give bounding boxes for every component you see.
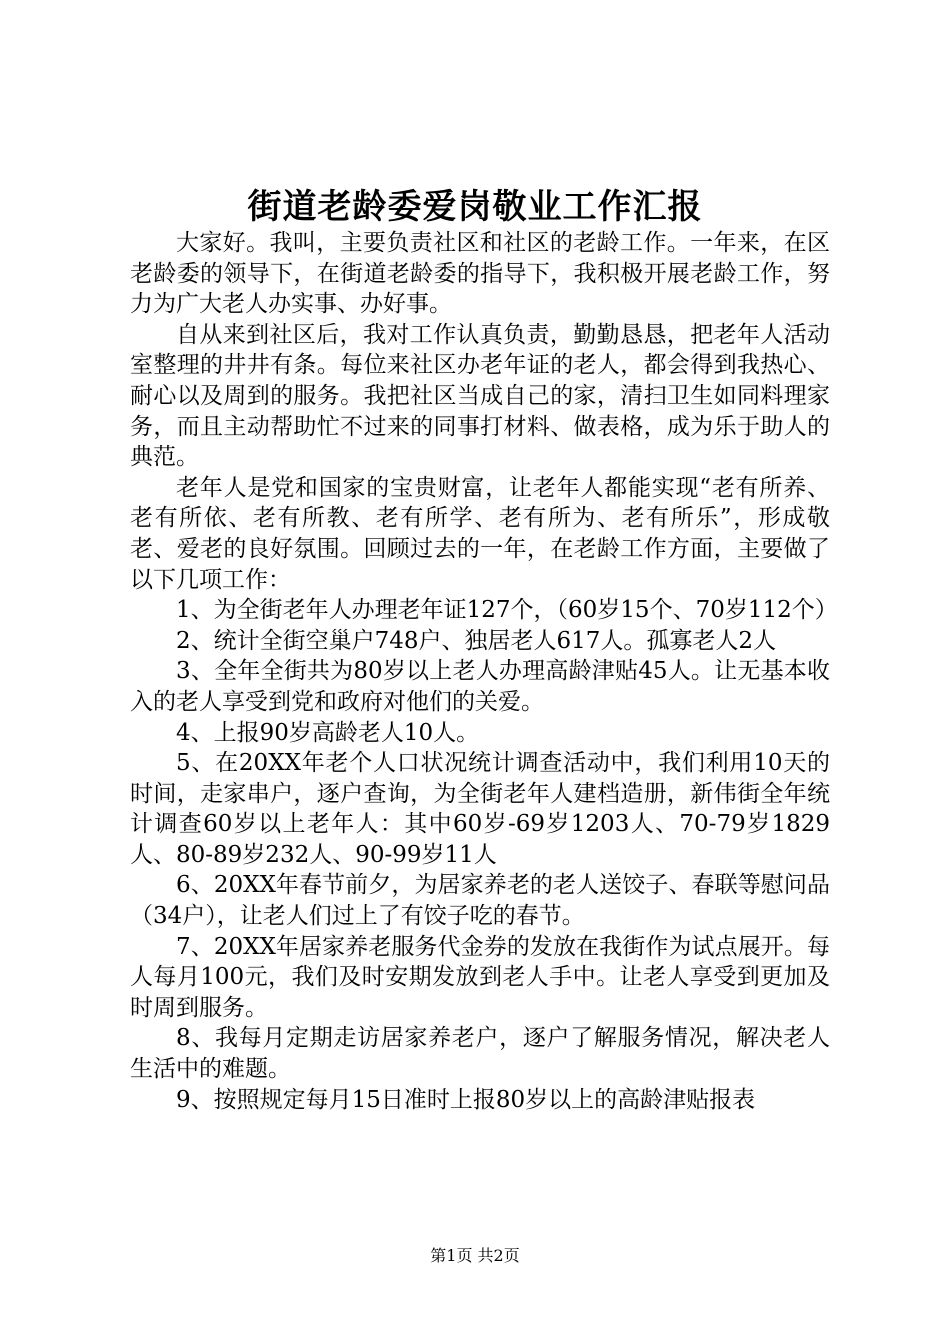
work-item-1: 1、为全街老年人办理老年证127个，（60岁15个、70岁112个） (176, 597, 838, 624)
intro-paragraph: 大家好。我叫，主要负责社区和社区的老龄工作。一年来，在区老龄委的领导下，在街道老龄委的指导下，我积极开展老龄工作，努力为广大老人办实事、办好事。 (130, 230, 830, 318)
work-item-3: 3、全年全街共为80岁以上老人办理高龄津贴45人。让无基本收入的老人享受到党和政府对他们的关爱。 (130, 658, 830, 715)
work-item-5: 5、在20XX年老个人口状况统计调查活动中，我们利用10天的时间，走家串户，逐户查询，为全街老年人建档造册，新伟街全年统计调查60岁以上老年人：其中60岁-69岁1203人、70-79岁1829人、80-89岁232人、90-99岁11人 (130, 750, 830, 868)
work-item-9: 9、按照规定每月15日准时上报80岁以上的高龄津贴报表 (176, 1086, 756, 1113)
document-title: 街道老龄委爱岗敬业工作汇报 (247, 187, 703, 227)
page-footer: 第1页 共2页 (430, 1246, 520, 1265)
overview-paragraph: 老年人是党和国家的宝贵财富，让老年人都能实现“老有所养、老有所依、老有所教、老有所学、老有所为、老有所乐”，形成敬老、爱老的良好氛围。回顾过去的一年，在老龄工作方面，主要做了以下几项工作： (130, 474, 830, 593)
work-item-7: 7、20XX年居家养老服务代金券的发放在我街作为试点展开。每人每月100元，我们及时安期发放到老人手中。让老人享受到更加及时周到服务。 (130, 933, 830, 1021)
work-attitude-paragraph: 自从来到社区后，我对工作认真负责，勤勤恳恳，把老年人活动室整理的井井有条。每位来社区办老年证的老人，都会得到我热心、耐心以及周到的服务。我把社区当成自己的家，清扫卫生如同料理家务，而且主动帮助忙不过来的同事打材料、做表格，成为乐于助人的典范。 (130, 321, 830, 471)
work-item-4: 4、上报90岁高龄老人10人。 (176, 719, 480, 746)
work-item-8: 8、我每月定期走访居家养老户，逐户了解服务情况，解决老人生活中的难题。 (130, 1025, 830, 1083)
work-item-2: 2、统计全街空巢户748户、独居老人617人。孤寡老人2人 (176, 627, 777, 654)
document-body (130, 228, 838, 1115)
work-item-6: 6、20XX年春节前夕，为居家养老的老人送饺子、春联等慰问品（34户），让老人们过上了有饺子吃的春节。 (130, 872, 830, 930)
